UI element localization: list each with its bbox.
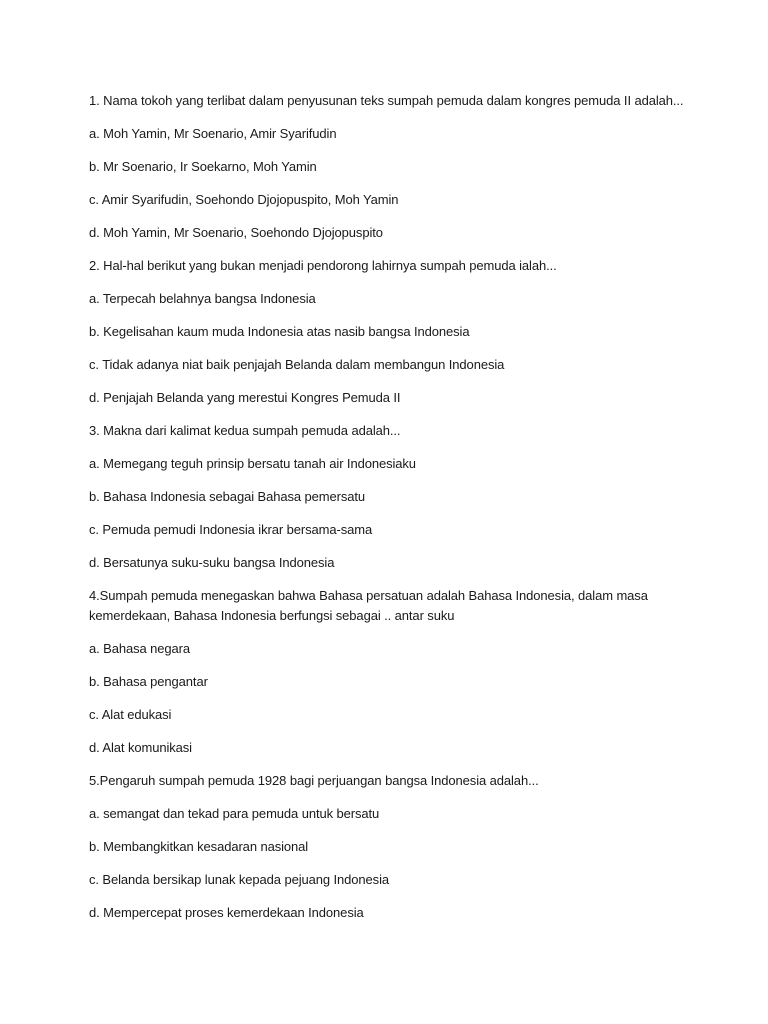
question-5-text: 5.Pengaruh sumpah pemuda 1928 bagi perjuangan bangsa Indonesia adalah... (89, 773, 539, 788)
question-1-option-a: a. Moh Yamin, Mr Soenario, Amir Syarifudin (89, 126, 337, 141)
question-1-option-c: c. Amir Syarifudin, Soehondo Djojopuspito, Moh Yamin (89, 192, 399, 207)
document-page (89, 92, 684, 922)
question-2-option-d: d. Penjajah Belanda yang merestui Kongres Pemuda II (89, 390, 401, 405)
question-4-text-line-2: kemerdekaan, Bahasa Indonesia berfungsi sebagai .. antar suku (89, 608, 455, 623)
question-3-option-a: a. Memegang teguh prinsip bersatu tanah air Indonesiaku (89, 456, 416, 471)
question-4-option-b: b. Bahasa pengantar (89, 674, 208, 689)
question-4-option-a: a. Bahasa negara (89, 641, 191, 656)
question-5-option-b: b. Membangkitkan kesadaran nasional (89, 839, 309, 854)
question-1-option-d: d. Moh Yamin, Mr Soenario, Soehondo Djojopuspito (89, 225, 383, 240)
question-4-text-line-1: 4.Sumpah pemuda menegaskan bahwa Bahasa persatuan adalah Bahasa Indonesia, dalam masa (89, 588, 648, 603)
question-1-option-b: b. Mr Soenario, Ir Soekarno, Moh Yamin (89, 159, 317, 174)
question-3-text: 3. Makna dari kalimat kedua sumpah pemuda adalah... (89, 423, 401, 438)
question-3-option-d: d. Bersatunya suku-suku bangsa Indonesia (89, 555, 335, 570)
question-3-option-c: c. Pemuda pemudi Indonesia ikrar bersama-sama (89, 522, 373, 537)
question-2-option-c: c. Tidak adanya niat baik penjajah Belanda dalam membangun Indonesia (89, 357, 505, 372)
question-2-option-a: a. Terpecah belahnya bangsa Indonesia (89, 291, 316, 306)
question-1-text: 1. Nama tokoh yang terlibat dalam penyusunan teks sumpah pemuda dalam kongres pemuda II adalah... (89, 93, 684, 108)
question-2-option-b: b. Kegelisahan kaum muda Indonesia atas nasib bangsa Indonesia (89, 324, 470, 339)
question-3-option-b: b. Bahasa Indonesia sebagai Bahasa pemersatu (89, 489, 366, 504)
question-4-option-d: d. Alat komunikasi (89, 740, 192, 755)
question-5-option-d: d. Mempercepat proses kemerdekaan Indonesia (89, 905, 364, 920)
question-5-option-a: a. semangat dan tekad para pemuda untuk bersatu (89, 806, 380, 821)
question-5-option-c: c. Belanda bersikap lunak kepada pejuang Indonesia (89, 872, 390, 887)
question-2-text: 2. Hal-hal berikut yang bukan menjadi pendorong lahirnya sumpah pemuda ialah... (89, 258, 557, 273)
question-4-option-c: c. Alat edukasi (89, 707, 172, 722)
